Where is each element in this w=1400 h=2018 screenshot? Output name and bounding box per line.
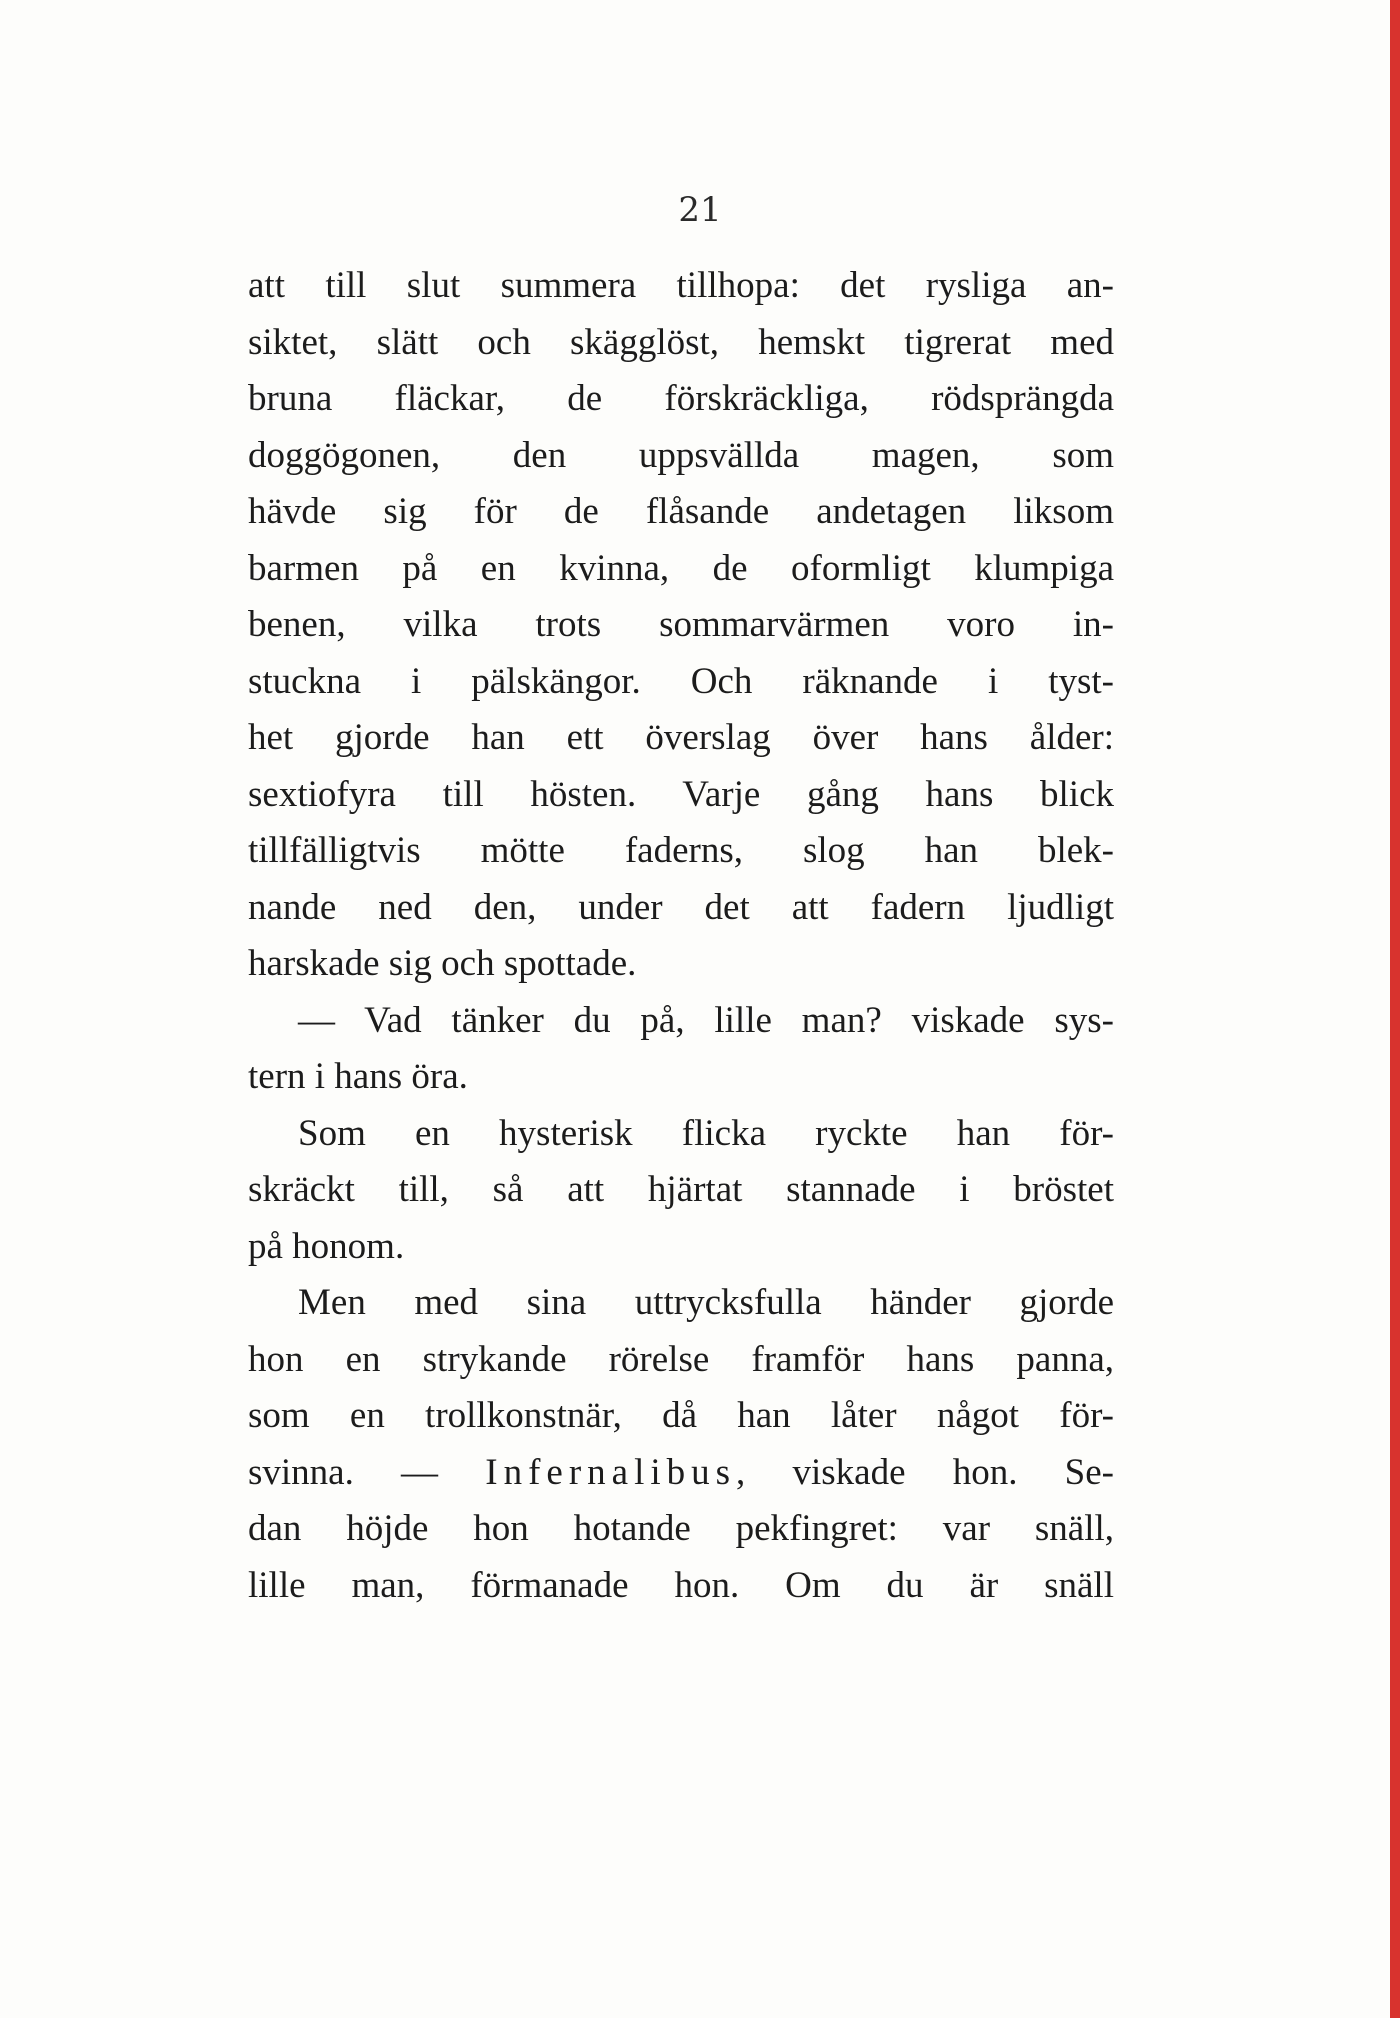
text-line: dan höjde hon hotande pekfingret: var snäll, — [248, 1508, 1114, 1549]
text-line: hon en strykande rörelse framför hans panna, — [248, 1338, 1114, 1380]
spaced-word: Infernalibus — [485, 1451, 737, 1493]
text-line: het gjorde han ett överslag över hans ålder: — [248, 717, 1114, 758]
page-number: 21 — [678, 190, 722, 230]
text-line — [248, 1445, 1114, 1502]
text-run: , viskade hon. Se- — [736, 1451, 1114, 1493]
text-line: harskade sig och spottade. — [248, 943, 637, 984]
text-line: siktet, slätt och skägglöst, hemskt tigrerat med — [248, 321, 1114, 363]
text-line: barmen på en kvinna, de oformligt klumpiga — [248, 547, 1114, 589]
text-line: tern i hans öra. — [248, 1056, 468, 1097]
text-line: tillfälligtvis mötte faderns, slog han blek- — [248, 830, 1114, 871]
text-line: — Vad tänker du på, lille man? viskade sys- — [298, 999, 1114, 1041]
text-line: doggögonen, den uppsvällda magen, som — [248, 434, 1114, 476]
text-line: Som en hysterisk flicka ryckte han för- — [298, 1112, 1114, 1154]
text-line: stuckna i pälskängor. Och räknande i tyst- — [248, 660, 1114, 702]
body-text — [248, 258, 1114, 1614]
text-line: att till slut summera tillhopa: det rysliga an- — [248, 265, 1114, 306]
text-line: som en trollkonstnär, då han låter något för- — [248, 1395, 1114, 1436]
text-line: lille man, förmanade hon. Om du är snäll — [248, 1564, 1114, 1606]
text-line: nande ned den, under det att fadern ljudligt — [248, 886, 1114, 928]
text-line: benen, vilka trots sommarvärmen voro in- — [248, 604, 1114, 645]
text-line: bruna fläckar, de förskräckliga, rödsprängda — [248, 378, 1114, 419]
text-line: skräckt till, så att hjärtat stannade i bröstet — [248, 1169, 1114, 1210]
text-line: på honom. — [248, 1225, 405, 1267]
page-edge — [1390, 0, 1400, 2018]
text-line: hävde sig för de flåsande andetagen liksom — [248, 491, 1114, 532]
text-run: svinna. — — [248, 1451, 439, 1493]
text-line: sextiofyra till hösten. Varje gång hans blick — [248, 773, 1114, 815]
text-line: Men med sina uttrycksfulla händer gjorde — [298, 1282, 1114, 1323]
